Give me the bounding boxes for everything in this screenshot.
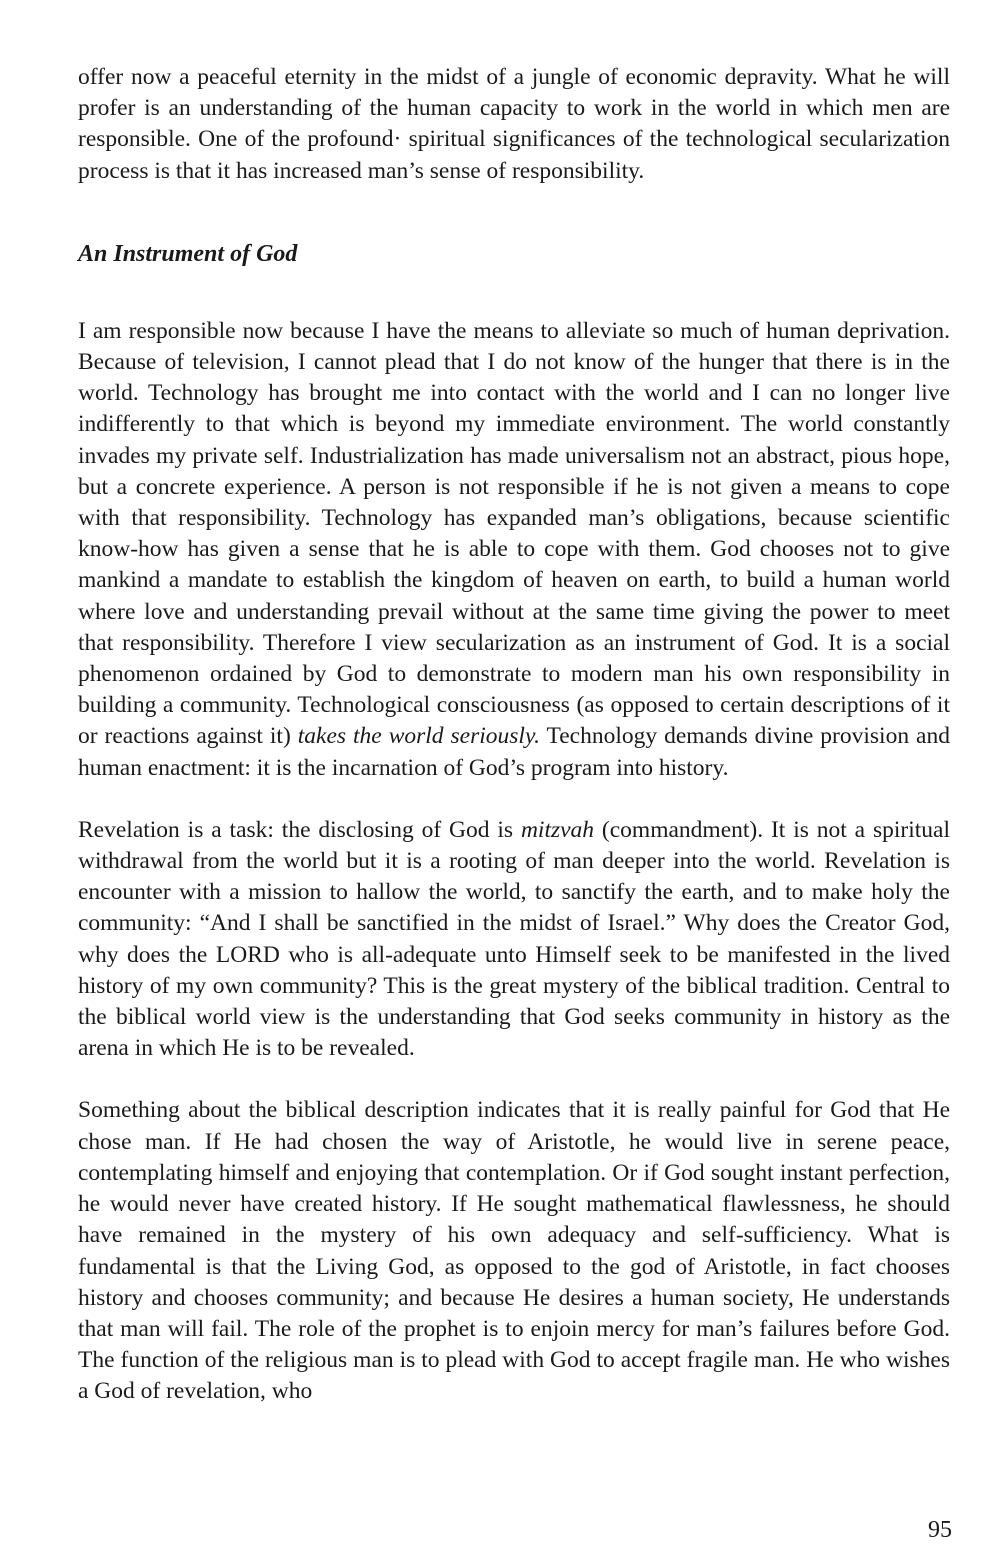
paragraph-3-emphasis: mitzvah <box>520 816 595 843</box>
page-body <box>78 62 950 1408</box>
paragraph-2-text-b: Technology demands divine provision and human enactment: it is the incarnation of God’s program into history. <box>78 723 950 781</box>
paragraph-2-text-a: I am responsible now because I have the means to alleviate so much of human deprivation. Because of television, I cannot plead that I do not know of the hunger that there is in the world. Technology has brought me into contact with the world and I can no longer live indifferently to that which is beyond my immediate environment. The world constantly invades my private self. Industrialization has made universalism not an abstract, pious hope, but a concrete experience. A person is not responsible if he is not given a means to cope with that responsibility. Technology has expanded man’s obligations, because scientific know-how has given a sense that he is able to cope with them. God chooses not to give mankind a mandate to establish the kingdom of heaven on earth, to build a human world where love and understanding prevail without at the same time giving the power to meet that responsibility. Therefore I view secularization as an instrument of God. It is a social phenomenon ordained by God to demonstrate to modern man his own responsibility in building a community. Technological consciousness (as opposed to certain descriptions of it or reactions against it) <box>78 317 950 750</box>
paragraph-4: Something about the biblical description indicates that it is really painful for God that He chose man. If He had chosen the way of Aristotle, he would live in serene peace, contemplating himself and enjoying that contemplation. Or if God sought instant perfection, he would never have created history. If He sought mathematical flawlessness, he should have remained in the mystery of his own adequacy and self-sufficiency. What is fundamental is that the Living God, as opposed to the god of Aristotle, in fact chooses history and chooses community; and because He desires a human society, He understands that man will fail. The role of the prophet is to enjoin mercy for man’s failures before God. The function of the religious man is to plead with God to accept fragile man. He who wishes a God of revelation, who <box>78 1097 950 1405</box>
paragraph-3 <box>78 815 950 1065</box>
section-heading: An Instrument of God <box>78 240 298 267</box>
paragraph-2-emphasis: takes the world seriously. <box>297 723 540 750</box>
paragraph-1: offer now a peaceful eternity in the midst of a jungle of economic depravity. What he will profer is an understanding of the human capacity to work in the world in which men are responsible. One of the profound· spiritual significances of the technological secularization process is that it has increased man’s sense of responsibility. <box>78 64 950 184</box>
page-number: 95 <box>928 1517 952 1543</box>
paragraph-2 <box>78 316 950 784</box>
paragraph-3-text-a: Revelation is a task: the disclosing of God is <box>78 816 521 843</box>
paragraph-3-text-b: (commandment). It is not a spiritual withdrawal from the world but it is a rooting of man deeper into the world. Revelation is encounter with a mission to hallow the world, to sanctify the earth, and to make holy the community: “And I shall be sanctified in the midst of Israel.” Why does the Creator God, why does the LORD who is all-adequate unto Himself seek to be manifested in the lived history of my own community? This is the great mystery of the biblical tradition. Central to the biblical world view is the understanding that God seeks community in history as the arena in which He is to be revealed. <box>78 816 950 1062</box>
